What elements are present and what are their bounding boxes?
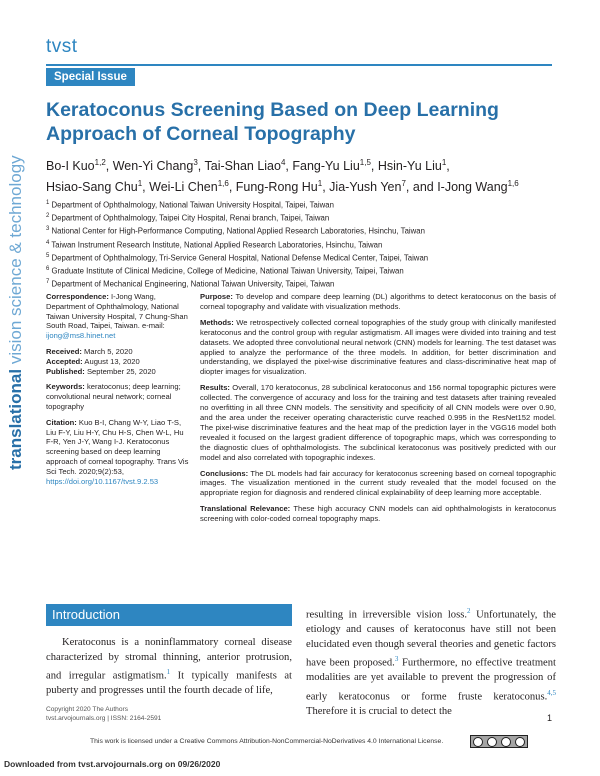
banner-rest: vision science & technology — [6, 155, 25, 369]
correspondence — [46, 292, 192, 341]
download-notice: Downloaded from tvst.arvojournals.org on 09/26/2020 — [4, 759, 221, 769]
vertical-journal-banner — [4, 155, 28, 470]
affiliation-text: Department of Ophthalmology, Tri-Service General Hospital, National Defense Medical Center, Taipei, Taiwan — [49, 253, 429, 263]
author-name: Bo-I Kuo — [46, 159, 95, 174]
author-name: Wei-Li Chen — [149, 180, 218, 195]
published-date: September 25, 2020 — [86, 366, 156, 376]
author-name: Wen-Yi Chang — [112, 159, 194, 174]
journal-logo: tvst — [46, 36, 78, 57]
affiliation-item — [46, 264, 556, 277]
author-name: Jia-Yush Yen — [329, 180, 402, 195]
affiliation-number: 2 — [46, 213, 50, 220]
relevance-label: Translational Relevance: — [200, 504, 291, 514]
abstract-methods — [200, 318, 556, 377]
author-affiliation-ref: 1 — [317, 179, 323, 189]
affiliation-text: Graduate Institute of Clinical Medicine, College of Medicine, National Taiwan University, Taipei, Taiwan — [49, 266, 404, 276]
citation-label: Citation: — [46, 417, 77, 427]
author-name: Fang-Yu Liu — [292, 159, 360, 174]
author-list: Bo-I Kuo$^{1,2}$, Wen-Yi Chang$^3$, Tai-Shan Liao$^4$, Fang-Yu Liu$^{1,5}$, Hsin-Yu Liu$^1$, Hsiao-Sang Chu$^1$, Wei-Li Chen$^{1,6}$, Fung-Rong Hu$^1$, Jia-Yush Yen$^7$, and I-Jong Wang$^{1,6}$ — [46, 158, 519, 195]
dates — [46, 347, 192, 376]
author-affiliation-ref: 1,5 — [359, 158, 371, 167]
author-affiliation-ref: 7 — [401, 179, 406, 189]
page-number: 1 — [547, 713, 553, 723]
author-name: I-Jong Wang — [437, 180, 508, 195]
accepted-label: Accepted: — [46, 356, 83, 366]
results-text: Overall, 170 keratoconus, 28 subclinical keratoconus and 156 normal topographic pictures were collected. The convergence of accuracy and loss for the training and test datasets after training revealed no overfitting in all three CNN models. The sensitivity and specificity of all CNN models were over 0.90, and the area under the receiver operating characteristic curve reached 0.995 in the ResNet152 model. The pixel-wise discriminative features and the heat map of the prediction layer in the VGG16 model both revealed it focused on the largest gradient difference of topographic maps, which was corresponding to the diagnostic clues of ophthalmologists. The subclinical keratoconus was positively predicted with our model and also correlated with topographic indexes. — [200, 383, 556, 462]
correspondence-label: Correspondence: — [46, 292, 109, 301]
conclusions-text: The DL models had fair accuracy for keratoconus screening based on corneal topographic images. The visualization mentioned in the current study revealed that the model focused on the appropriate region for diagnosis and rendered clinical explainability of deep learning more acceptable. — [200, 468, 556, 498]
abstract-relevance — [200, 504, 556, 524]
abstract-purpose — [200, 292, 556, 312]
author-affiliation-ref: 3 — [193, 158, 198, 167]
intro-text: Unfortunately, the etiology and causes of keratoconus have still not been elucidated even though several theories and genetic factors have been proposed. — [306, 609, 556, 669]
copyright-line: Copyright 2020 The Authors — [46, 706, 128, 713]
affiliation-item — [46, 198, 556, 211]
author-affiliation-ref: 1,2 — [94, 158, 106, 167]
author-affiliation-ref: 1,6 — [507, 179, 519, 189]
affiliation-number: 4 — [46, 239, 50, 246]
reference-link[interactable]: 1 — [166, 668, 171, 677]
copyright — [46, 706, 161, 723]
issn-line: tvst.arvojournals.org | ISSN: 2164-2591 — [46, 714, 162, 722]
affiliation-number: 3 — [46, 226, 50, 233]
author-affiliation-ref: 4 — [280, 158, 286, 167]
results-label: Results: — [200, 383, 230, 393]
intro-text: Furthermore, no effective treatment modalities are yet available to prevent the progression of early keratoconus or forme fruste keratoconus. — [306, 657, 556, 703]
cc-circle-icon — [473, 737, 483, 747]
author-affiliation-ref: 1 — [137, 179, 143, 189]
published-label: Published: — [46, 366, 85, 376]
correspondence-text: I-Jong Wang, Department of Ophthalmology, National Taiwan University Hospital, 7 Chung-Shan South Road, Taipei, Taiwan. e-mail: — [46, 292, 188, 331]
intro-text: It typically manifests at puberty and progresses until the fourth decade of life, — [46, 670, 292, 697]
article-info-sidebar — [46, 292, 192, 492]
abstract-results — [200, 383, 556, 462]
methods-text: We retrospectively collected corneal topographies of the study group with clinically manifested keratoconus and the control group with regular astigmatism. All images were divided into training and test datasets. We adopted three convolutional neural network (CNN) models for learning. The test dataset was applied to analyze the performance of the three models. In addition, for better discrimination and understanding, we displayed the pixel-wise discriminative features and class-discriminative heat map of diopter images for visualization. — [200, 317, 556, 377]
intro-text: resulting in irreversible vision loss. — [306, 609, 467, 621]
affiliation-text: Department of Ophthalmology, Taipei City Hospital, Renai branch, Taipei, Taiwan — [49, 213, 330, 223]
affiliation-text: Taiwan Instrument Research Institute, National Applied Research Laboratories, Hsinchu, Taiwan — [49, 240, 383, 250]
keywords — [46, 382, 192, 411]
abstract-conclusions — [200, 469, 556, 499]
affiliation-list — [46, 198, 556, 290]
affiliation-item — [46, 224, 556, 237]
author-name: Fung-Rong Hu — [235, 180, 318, 195]
affiliation-number: 5 — [46, 252, 50, 259]
email-link[interactable]: ijong@ms8.hinet.net — [46, 331, 116, 341]
affiliation-item — [46, 238, 556, 251]
intro-column-2 — [306, 604, 556, 720]
section-badge: Special Issue — [46, 68, 135, 86]
affiliation-text: National Center for High-Performance Computing, National Applied Research Laboratories, Hsinchu, Taiwan — [49, 226, 425, 236]
author-affiliation-ref: 1,6 — [217, 179, 229, 189]
affiliation-text: Department of Mechanical Engineering, National Taiwan University, Taipei, Taiwan — [49, 279, 335, 289]
author-name: Hsiao-Sang Chu — [46, 180, 138, 195]
author-affiliation-ref: 1 — [441, 158, 447, 167]
header-rule — [46, 64, 552, 66]
accepted-date: August 13, 2020 — [84, 356, 140, 366]
received-label: Received: — [46, 346, 82, 356]
purpose-text: To develop and compare deep learning (DL) algorithms to detect keratoconus on the basis of corneal topography and validate with visualization methods. — [200, 292, 557, 311]
affiliation-item — [46, 251, 556, 264]
citation-text: Kuo B-I, Chang W-Y, Liao T-S, Liu F-Y, Liu H-Y, Chu H-S, Chen W-L, Hu F-R, Yen J-Y, Wang I-J. Keratoconus screening based on deep learning approach of corneal topography. Trans Vis Sci Tech. 2020;9(2):53, — [46, 417, 189, 476]
keywords-label: Keywords: — [46, 382, 85, 392]
citation — [46, 418, 192, 487]
article-title: Keratoconus Screening Based on Deep Learning Approach of Corneal Topography — [46, 99, 499, 145]
introduction-heading: Introduction — [46, 604, 292, 626]
relevance-text: These high accuracy CNN models can aid ophthalmologists in keratoconus screening with color-coded corneal topography maps. — [200, 504, 556, 524]
abstract — [200, 292, 556, 530]
affiliation-number: 7 — [46, 279, 50, 286]
intro-text: Keratoconus is a noninflammatory corneal disease characterized by stromal thinning, anterior protrusion, and irregular astigmatism. — [46, 637, 292, 682]
license-text[interactable]: This work is licensed under a Creative Commons Attribution-NonCommercial-NoDerivatives 4.0 International License. — [90, 738, 444, 745]
doi-link[interactable]: https://doi.org/10.1167/tvst.9.2.53 — [46, 476, 159, 486]
cc-license-badge-icon[interactable] — [470, 735, 528, 748]
nd-circle-icon — [515, 737, 525, 747]
reference-link[interactable]: 4,5 — [547, 689, 556, 698]
affiliation-item — [46, 277, 556, 290]
banner-bold: translational — [6, 368, 25, 470]
author-name: Tai-Shan Liao — [204, 159, 281, 174]
affiliation-number: 1 — [46, 200, 50, 206]
by-circle-icon — [487, 737, 497, 747]
reference-link[interactable]: 3 — [394, 655, 399, 664]
conclusions-label: Conclusions: — [200, 468, 249, 478]
intro-text: Therefore it is crucial to detect the — [306, 706, 452, 718]
keywords-text: keratoconus; deep learning; convolutional neural network; corneal topography — [46, 382, 181, 411]
reference-link[interactable]: 2 — [466, 607, 471, 615]
received-date: March 5, 2020 — [84, 346, 133, 356]
affiliation-text: Department of Ophthalmology, National Taiwan University Hospital, Taipei, Taiwan — [49, 200, 334, 210]
author-name: Hsin-Yu Liu — [377, 159, 442, 174]
affiliation-number: 6 — [46, 265, 50, 272]
purpose-label: Purpose: — [200, 292, 233, 301]
nc-circle-icon — [501, 737, 511, 747]
intro-column-1 — [46, 636, 292, 699]
affiliation-item — [46, 211, 556, 224]
methods-label: Methods: — [200, 317, 234, 327]
